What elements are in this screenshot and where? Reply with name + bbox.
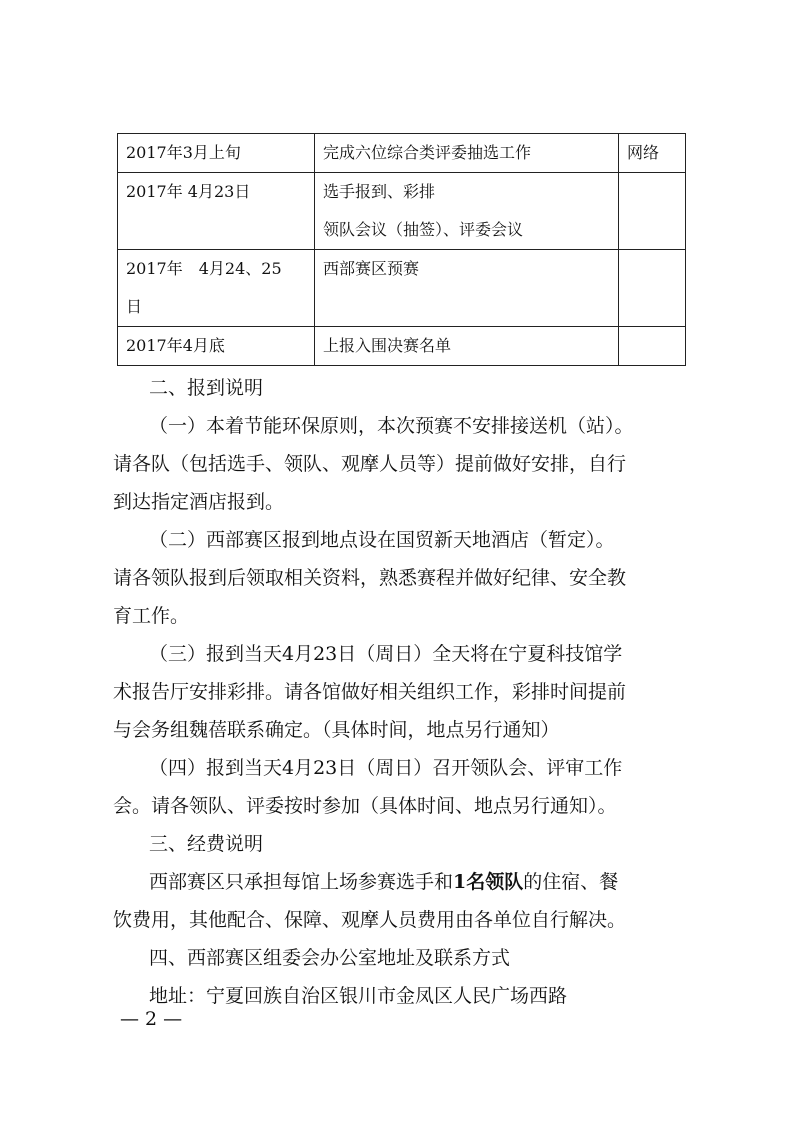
- cell-text-line: 西部赛区预赛: [323, 259, 420, 278]
- paragraph-line: 请各领队报到后领取相关资料，熟悉赛程并做好纪律、安全教: [113, 567, 627, 589]
- cell-text-line: [627, 327, 677, 365]
- text-segment: 的住宿、餐: [523, 871, 619, 893]
- cell-text-line: 完成六位综合类评委抽选工作: [323, 143, 532, 162]
- cell-text-line: 上报入围决赛名单: [323, 336, 452, 355]
- paragraph-line: [149, 863, 618, 901]
- paragraph-line: 饮费用，其他配合、保障、观摩人员费用由各单位自行解决。: [113, 909, 627, 931]
- cell-text-line: 2017年4月底: [126, 336, 225, 355]
- bold-text-segment: 1名领队: [453, 871, 524, 893]
- cell-text-line: 网络: [627, 143, 660, 162]
- schedule-content-cell: [315, 327, 619, 366]
- cell-text-line: [627, 173, 677, 211]
- schedule-row: [118, 250, 686, 327]
- paragraph-line: 术报告厅安排彩排。请各馆做好相关组织工作，彩排时间提前: [113, 681, 627, 703]
- paragraph-line: （四）报到当天4月23日（周日）召开领队会、评审工作: [149, 757, 623, 779]
- page-number: — 2 —: [120, 1008, 183, 1030]
- schedule-content-cell: [315, 173, 619, 250]
- paragraph-line: 到达指定酒店报到。: [113, 491, 285, 513]
- text-segment: 西部赛区只承担每馆上场参赛选手和: [149, 871, 454, 893]
- cell-text-line: 日: [126, 297, 143, 316]
- schedule-row: [118, 134, 686, 173]
- schedule-date-cell: [118, 173, 315, 250]
- paragraph-line: （一）本着节能环保原则，本次预赛不安排接送机（站）。: [149, 415, 634, 437]
- schedule-note-cell: [619, 173, 686, 250]
- cell-text-line: 选手报到、彩排: [323, 182, 436, 201]
- section-heading-contact: 四、西部赛区组委会办公室地址及联系方式: [149, 947, 511, 969]
- schedule-date-cell: [118, 250, 315, 327]
- schedule-table: [117, 133, 686, 366]
- paragraph-line: 请各队（包括选手、领队、观摩人员等）提前做好安排，自行: [113, 453, 627, 475]
- cell-text-line: 2017年3月上旬: [126, 143, 241, 162]
- schedule-date-cell: [118, 327, 315, 366]
- cell-text-line: 2017年 4月24、25: [126, 259, 282, 278]
- schedule-note-cell: [619, 327, 686, 366]
- schedule-row: [118, 327, 686, 366]
- schedule-note-cell: [619, 250, 686, 327]
- schedule-note-cell: [619, 134, 686, 173]
- paragraph-line: 与会务组魏蓓联系确定。（具体时间，地点另行通知）: [113, 719, 560, 741]
- paragraph-line: （二）西部赛区报到地点设在国贸新天地酒店（暂定）。: [149, 529, 615, 551]
- cell-text-line: 领队会议（抽签）、评委会议: [323, 220, 524, 239]
- section-heading-expenses: 三、经费说明: [149, 833, 264, 855]
- paragraph-line: （三）报到当天4月23日（周日）全天将在宁夏科技馆学: [149, 643, 623, 665]
- cell-text-line: 2017年 4月23日: [126, 182, 251, 201]
- paragraph-line: 育工作。: [113, 605, 190, 627]
- schedule-content-cell: [315, 134, 619, 173]
- schedule-content-cell: [315, 250, 619, 327]
- paragraph-line: 会。请各领队、评委按时参加（具体时间、地点另行通知）。: [113, 795, 617, 817]
- schedule-date-cell: [118, 134, 315, 173]
- schedule-row: [118, 173, 686, 250]
- cell-text-line: [627, 250, 677, 288]
- address-line: 地址：宁夏回族自治区银川市金凤区人民广场西路: [149, 985, 568, 1007]
- section-heading-checkin: 二、报到说明: [149, 377, 264, 399]
